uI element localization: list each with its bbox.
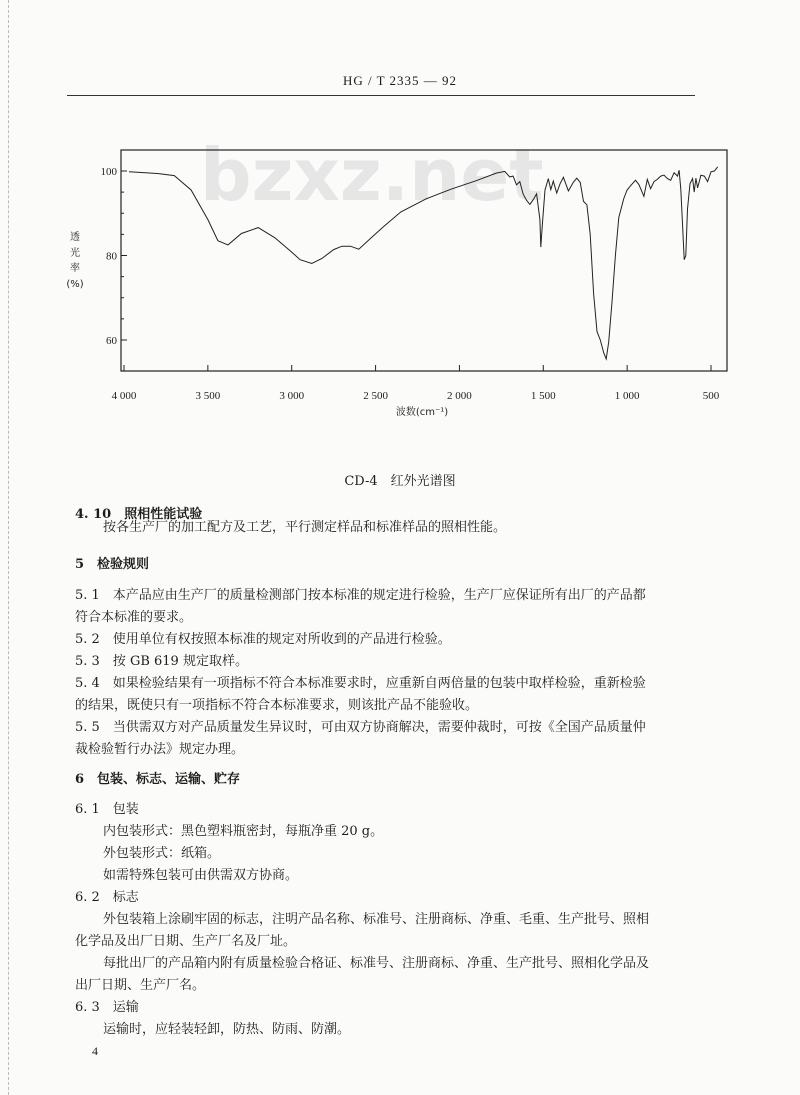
page-number: 4 (92, 1044, 98, 1058)
y-label-char: (%) (66, 279, 84, 290)
section-6-2-para-2-line-2: 出厂日期、生产厂名。 (75, 978, 206, 993)
section-5-4-line-1: 5. 4 如果检验结果有一项指标不符合本标准要求时，应重新自两倍量的包装中取样检验，重新检验 (75, 676, 646, 691)
figure-caption: CD-4 红外光谱图 (344, 474, 456, 489)
section-5-5-line-2: 裁检验暂行办法》规定办理。 (75, 742, 245, 757)
section-6-1-title: 6. 1 包装 (75, 802, 139, 817)
section-5-title: 5 检验规则 (75, 557, 150, 572)
inner-packaging: 内包装形式：黑色塑料瓶密封，每瓶净重 20 g。 (103, 824, 384, 839)
section-5-4-line-2: 的结果，既使只有一项指标不符合本标准要求，则该批产品不能验收。 (75, 698, 479, 713)
y-tick-label: 100 (100, 166, 117, 178)
section-5-2: 5. 2 使用单位有权按照本标准的规定对所收到的产品进行检验。 (75, 632, 451, 647)
x-tick-label: 2 500 (363, 390, 388, 402)
y-axis-label (66, 231, 83, 290)
x-tick-label: 2 000 (447, 390, 472, 402)
section-6-2-para-2-line-1: 每批出厂的产品箱内附有质量检验合格证、标准号、注册商标、净重、生产批号、照相化学品及 (103, 956, 650, 971)
special-packaging: 如需特殊包装可由供需双方协商。 (103, 868, 299, 883)
section-5-1-line-2: 符合本标准的要求。 (75, 610, 193, 625)
y-label-char: 率 (70, 263, 80, 274)
x-tick-label: 500 (702, 390, 720, 402)
section-5-1-line-1: 5. 1 本产品应由生产厂的质量检测部门按本标准的规定进行检验，生产厂应保证所有出厂的产品都 (75, 588, 646, 603)
ir-spectrum-chart (0, 0, 800, 430)
y-label-char: 光 (70, 248, 80, 259)
x-tick-label: 1 500 (530, 390, 556, 402)
x-tick-label: 1 000 (614, 390, 640, 402)
y-label-char: 透 (70, 232, 80, 243)
section-6-title: 6 包装、标志、运输、贮存 (75, 772, 241, 787)
y-tick-label: 80 (106, 250, 117, 263)
section-5-5-line-1: 5. 5 当供需双方对产品质量发生异议时，可由双方协商解决，需要仲裁时，可按《全国产品质量仲 (75, 720, 646, 735)
section-4-10-text: 按各生产厂的加工配方及工艺，平行测定样品和标准样品的照相性能。 (103, 520, 507, 535)
x-axis-label: 波数(cm⁻¹) (395, 407, 449, 418)
x-tick-label: 3 500 (195, 390, 221, 402)
section-5-3: 5. 3 按 GB 619 规定取样。 (75, 654, 248, 669)
watermark-text: bzxz.net (200, 133, 544, 217)
section-6-3-title: 6. 3 运输 (75, 1000, 139, 1015)
standard-number-header: HG / T 2335 — 92 (342, 73, 458, 88)
outer-packaging: 外包装形式：纸箱。 (103, 846, 221, 861)
section-6-3-text: 运输时，应轻装轻卸，防热、防雨、防潮。 (103, 1022, 351, 1037)
section-4-10-title: 4. 10 照相性能试验 (75, 507, 203, 522)
x-tick-label: 3 000 (279, 390, 305, 402)
x-tick-label: 4 000 (111, 390, 137, 402)
section-6-2-para-1-line-1: 外包装箱上涂刷牢固的标志，注明产品名称、标准号、注册商标、净重、毛重、生产批号、照相 (103, 912, 650, 927)
section-6-2-title: 6. 2 标志 (75, 890, 139, 905)
y-tick-label: 60 (106, 335, 117, 347)
section-6-2-para-1-line-2: 化学品及出厂日期、生产厂名及厂址。 (75, 934, 297, 949)
y-axis (101, 166, 128, 347)
